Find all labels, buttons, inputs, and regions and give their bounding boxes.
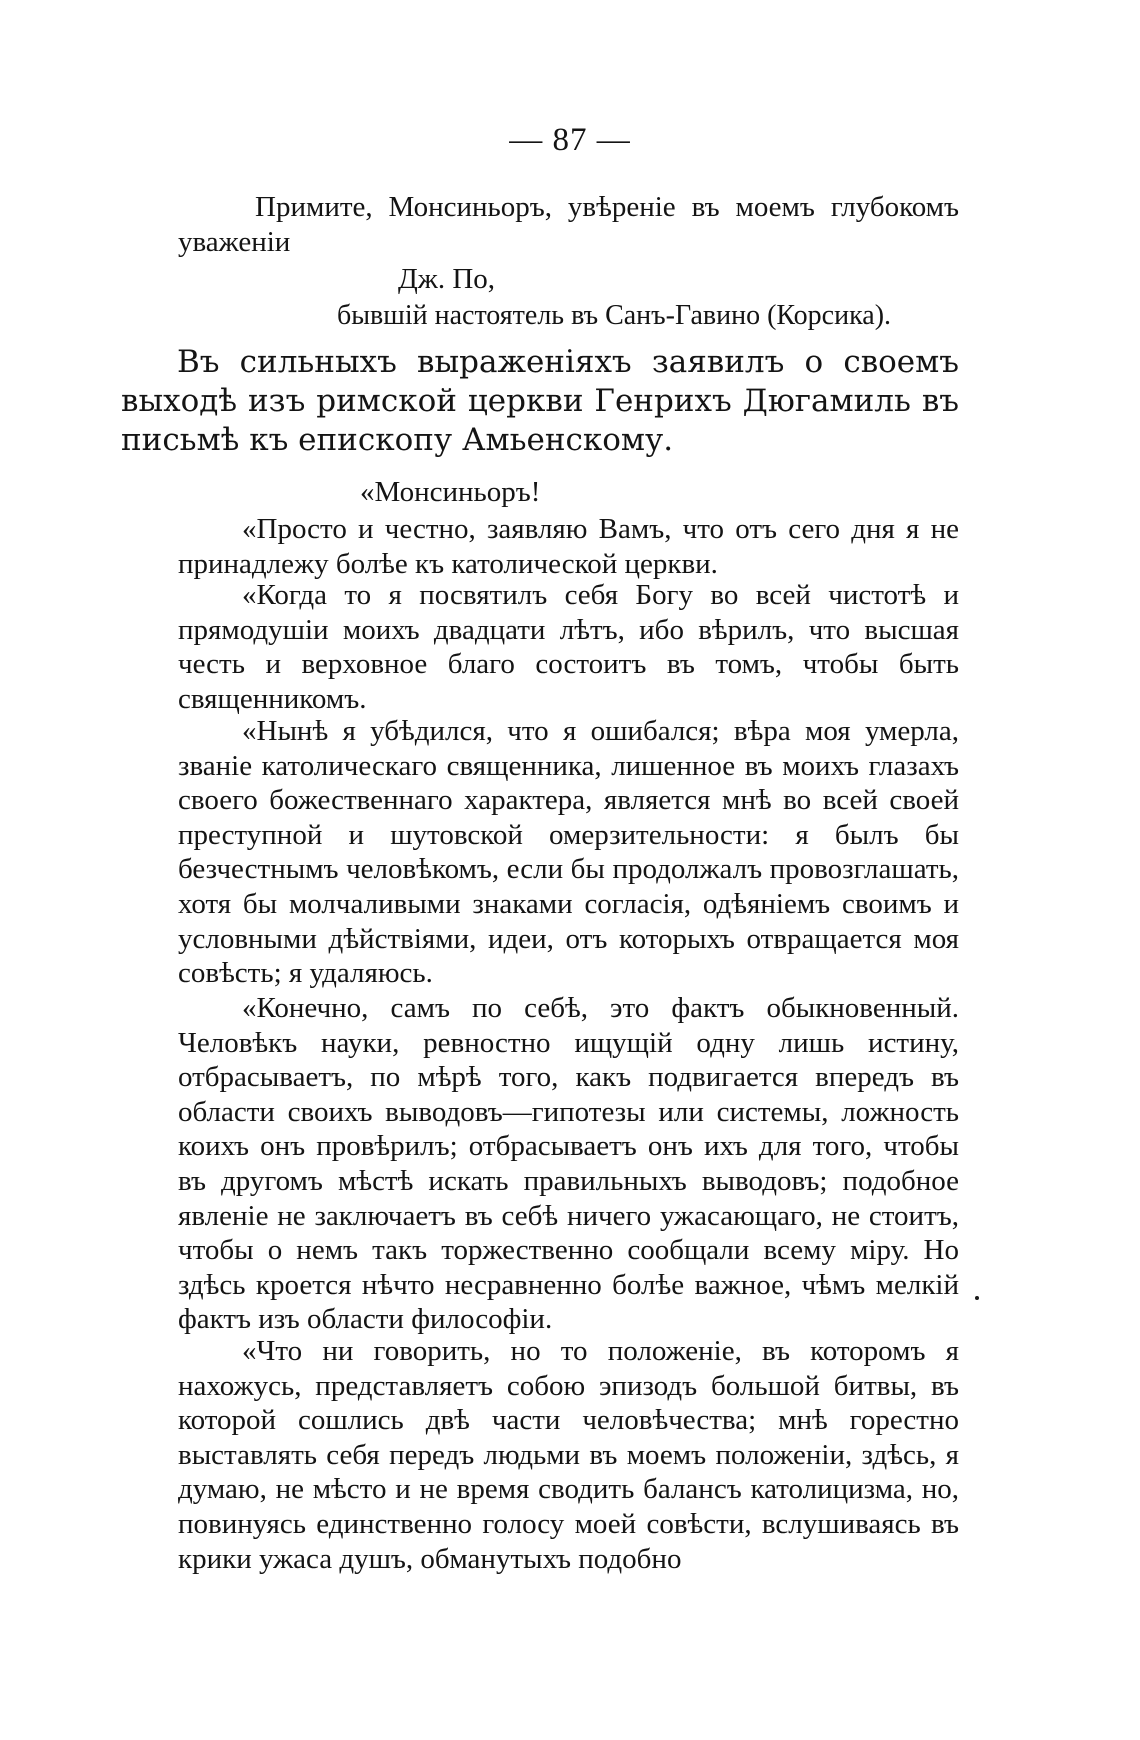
letter-paragraph: «Нынѣ я убѣдился, что я ошибался; вѣра моя умерла, званіе католическаго священника, лишенное въ моихъ глазахъ своего божественнаго характера, является мнѣ во всей своей преступной и шутовской омерзительности: я былъ бы безчестнымъ человѣкомъ, если бы продолжалъ провозглашать, хотя бы молчаливыми знаками согласія, одѣяніемъ своимъ и условными дѣйствіями, идеи, отъ которыхъ отвращается моя совѣсть; я удаляюсь.: [178, 715, 959, 990]
letter-paragraph: «Когда то я посвятилъ себя Богу во всей чистотѣ и прямодушіи моихъ двадцати лѣтъ, ибо вѣрилъ, что высшая честь и верховное благо состоитъ въ томъ, чтобы быть священникомъ.: [178, 579, 959, 715]
closing-formula: Примите, Монсиньоръ, увѣреніе въ моемъ глубокомъ уваженіи: [178, 191, 959, 258]
letter-paragraph: «Что ни говорить, но то положеніе, въ которомъ я нахожусь, представляетъ собою эпизодъ большой битвы, въ которой сошлись двѣ части человѣчества; мнѣ горестно выставлять себя передъ людьми въ моемъ положеніи, здѣсь, я думаю, не мѣсто и не время сводить балансъ католицизма, но, повинуясь единственно голосу моей совѣсти, вслушиваясь въ крики ужаса душъ, обманутыхъ подобно: [178, 1335, 959, 1575]
letter-salutation: «Монсиньоръ!: [360, 476, 541, 508]
signature-name: Дж. По,: [398, 263, 496, 295]
page-number: — 87 —: [509, 122, 631, 158]
signature-title: бывшій настоятель въ Санъ-Гавино (Корсика).: [337, 300, 892, 331]
print-speck: [975, 1296, 979, 1300]
letter-paragraph: «Просто и честно, заявляю Вамъ, что отъ сего дня я не принадлежу болѣе къ католической церкви.: [178, 513, 959, 580]
letter-paragraph: «Конечно, самъ по себѣ, это фактъ обыкновенный. Человѣкъ науки, ревностно ищущій одну лишь истину, отбрасываетъ, по мѣрѣ того, какъ подвигается впередъ въ области своихъ выводовъ—гипотезы или системы, ложность коихъ онъ провѣрилъ; отбрасываетъ онъ ихъ для того, чтобы въ другомъ мѣстѣ искать правильныхъ выводовъ; подобное явленіе не заключаетъ въ себѣ ничего ужасающаго, не стоитъ, чтобы о немъ такъ торжественно сообщали всему міру. Но здѣсь кроется нѣчто несравненно болѣе важное, чѣмъ мелкій фактъ изъ области философіи.: [178, 992, 959, 1336]
intro-paragraph: Въ сильныхъ выраженіяхъ заявилъ о своемъ выходѣ изъ римской церкви Генрихъ Дюгамиль въ письмѣ къ епископу Амьенскому.: [121, 344, 959, 458]
